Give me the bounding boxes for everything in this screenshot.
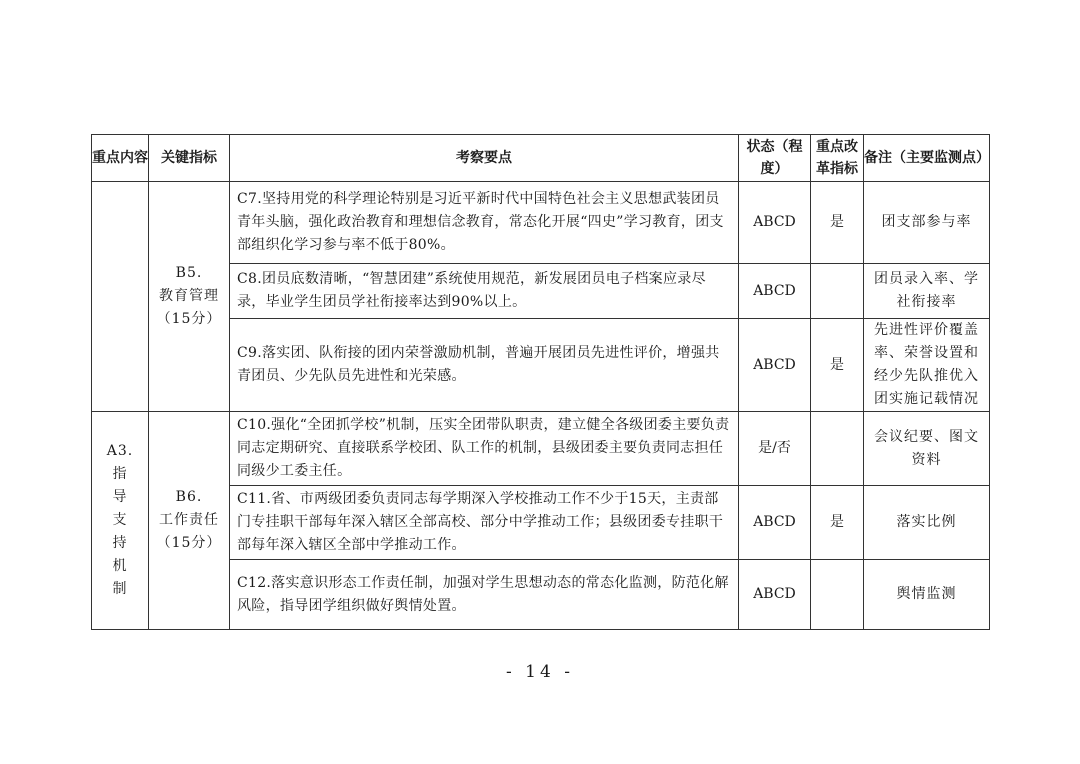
key-reform-cell: 是 (811, 182, 864, 264)
evaluation-table (91, 134, 990, 630)
group-code: A3. (106, 443, 134, 459)
group-cell (92, 182, 149, 412)
header-status: 状态（程度） (739, 135, 811, 182)
indicator-code: B6. (175, 489, 203, 505)
key-reform-cell (811, 412, 864, 486)
status-cell: ABCD (739, 182, 811, 264)
group-name: 指导支持机制 (112, 466, 128, 597)
page-number: - 14 - (506, 662, 574, 682)
status-cell: ABCD (739, 264, 811, 319)
status-cell: ABCD (739, 560, 811, 630)
requirement-cell: C12.落实意识形态工作责任制，加强对学生思想动态的常态化监测，防范化解风险，指导团学组织做好舆情处置。 (230, 560, 739, 630)
status-cell: 是/否 (739, 412, 811, 486)
group-cell (92, 412, 149, 630)
header-key-indicator: 关键指标 (149, 135, 230, 182)
note-cell: 团支部参与率 (864, 182, 990, 264)
header-key-content: 重点内容 (92, 135, 149, 182)
note-cell: 舆情监测 (864, 560, 990, 630)
requirement-cell: C9.落实团、队衔接的团内荣誉激励机制，普遍开展团员先进性评价，增强共青团员、少先队员先进性和光荣感。 (230, 319, 739, 412)
indicator-name: 教育管理 (159, 288, 219, 304)
indicator-code: B5. (175, 265, 203, 281)
status-cell: ABCD (739, 486, 811, 560)
requirement-cell: C11.省、市两级团委负责同志每学期深入学校推动工作不少于15天，主责部门专挂职干部每年深入辖区全部高校、部分中学推动工作；县级团委专挂职干部每年深入辖区全部中学推动工作。 (230, 486, 739, 560)
header-inspection-points: 考察要点 (230, 135, 739, 182)
note-cell: 会议纪要、图文资料 (864, 412, 990, 486)
indicator-score: （15分） (156, 311, 222, 327)
requirement-cell: C10.强化“全团抓学校”机制，压实全团带队职责，建立健全各级团委主要负责同志定期研究、直接联系学校团、队工作的机制，县级团委主要负责同志担任同级少工委主任。 (230, 412, 739, 486)
note-cell: 团员录入率、学社衔接率 (864, 264, 990, 319)
key-reform-cell (811, 560, 864, 630)
note-cell: 落实比例 (864, 486, 990, 560)
indicator-name: 工作责任 (159, 512, 219, 528)
key-reform-cell (811, 264, 864, 319)
table-row (92, 412, 990, 486)
note-cell: 先进性评价覆盖率、荣誉设置和经少先队推优入团实施记载情况 (864, 319, 990, 412)
indicator-score: （15分） (156, 535, 222, 551)
header-key-reform: 重点改革指标 (811, 135, 864, 182)
indicator-cell (149, 412, 230, 630)
indicator-cell (149, 182, 230, 412)
key-reform-cell: 是 (811, 319, 864, 412)
status-cell: ABCD (739, 319, 811, 412)
key-reform-cell: 是 (811, 486, 864, 560)
header-remarks: 备注（主要监测点） (864, 135, 990, 182)
header-row (92, 135, 990, 182)
requirement-cell: C7.坚持用党的科学理论特别是习近平新时代中国特色社会主义思想武装团员青年头脑，强化政治教育和理想信念教育，常态化开展“四史”学习教育，团支部组织化学习参与率不低于80%。 (230, 182, 739, 264)
table-row (92, 182, 990, 264)
requirement-cell: C8.团员底数清晰，“智慧团建”系统使用规范，新发展团员电子档案应录尽录，毕业学生团员学社衔接率达到90%以上。 (230, 264, 739, 319)
